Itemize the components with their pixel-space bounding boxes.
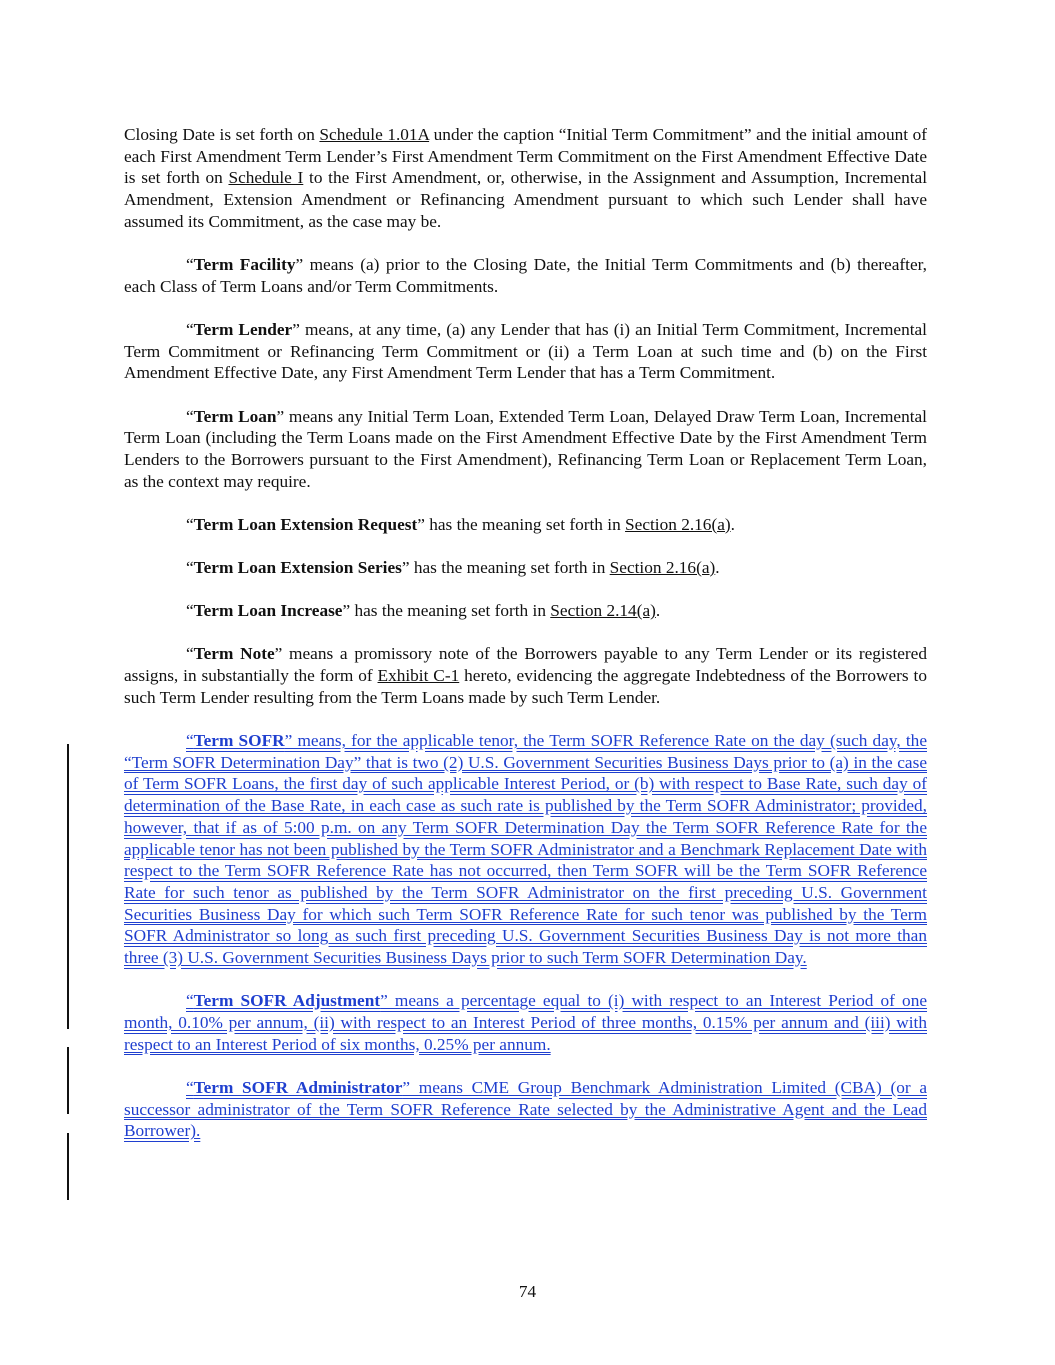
section-reference: Section 2.16(a) bbox=[609, 558, 716, 578]
definition-term-facility: “Term Facility” means (a) prior to the Closing Date, the Initial Term Commitments and (b) thereafter, each Class of Term Loans and/or Term Commitments. bbox=[124, 255, 927, 296]
definition-term-loan-increase: “Term Loan Increase” has the meaning set forth in Section 2.14(a). bbox=[186, 601, 661, 621]
definition-term-sofr-administrator-inserted: “Term SOFR Administrator” means CME Group Benchmark Administration Limited (CBA) (or a successor administrator of the Term SOFR Reference Rate selected by the Administrative Agent and the Lead Borrower). bbox=[124, 1077, 927, 1141]
definition-term-loan-extension-request: “Term Loan Extension Request” has the meaning set forth in Section 2.16(a). bbox=[186, 514, 735, 534]
definition-term-loan: “Term Loan” means any Initial Term Loan, Extended Term Loan, Delayed Draw Term Loan, Incremental Term Loan (including the Term Loans made on the First Amendment Effective Date by the First Amendment Term Lenders to the Borrowers pursuant to the First Amendment), Refinancing Term Loan or Replacement Term Loan, as the context may require. bbox=[124, 406, 927, 491]
defined-term: Term Loan bbox=[193, 406, 277, 426]
defined-term: Term Loan Increase bbox=[193, 601, 343, 621]
definition-term-sofr-adjustment-inserted: “Term SOFR Adjustment” means a percentage equal to (i) with respect to an Interest Period of one month, 0.10% per annum, (ii) with respect to an Interest Period of three months, 0.15% per annum and (iii) with respect to an Interest Period of six months, 0.25% per annum. bbox=[124, 991, 928, 1054]
document-body bbox=[124, 124, 927, 1164]
paragraph-intro: Closing Date is set forth on Schedule 1.01A under the caption “Initial Term Commitment” and the initial amount of each First Amendment Term Lender’s First Amendment Term Commitment on the First Amendment Effective Date is set forth on Schedule I to the First Amendment, or, otherwise, in the Assignment and Assumption, Incremental Amendment, Extension Amendment or Refinancing Amendment pursuant to which such Lender shall have assumed its Commitment, as the case may be. bbox=[124, 125, 928, 231]
exhibit-reference: Exhibit C-1 bbox=[377, 666, 460, 686]
change-bar bbox=[67, 1047, 69, 1114]
section-reference: Section 2.14(a) bbox=[550, 601, 656, 621]
change-bar bbox=[67, 744, 69, 1029]
defined-term: Term SOFR Adjustment bbox=[193, 991, 381, 1011]
definition-term-note: “Term Note” means a promissory note of the Borrowers payable to any Term Lender or its registered assigns, in substantially the form of Exhibit C-1 hereto, evidencing the aggregate Indebtedness of the Borrowers to such Term Lender resulting from the Term Loans made by such Term Lender. bbox=[124, 644, 927, 707]
page-number: 74 bbox=[518, 1282, 537, 1301]
definition-term-loan-extension-series: “Term Loan Extension Series” has the meaning set forth in Section 2.16(a). bbox=[186, 558, 720, 578]
defined-term: Term SOFR Administrator bbox=[193, 1077, 403, 1097]
defined-term: Term Loan Extension Series bbox=[193, 558, 402, 578]
schedule-reference: Schedule I bbox=[228, 168, 304, 188]
defined-term: Term Facility bbox=[193, 255, 296, 275]
definition-term-sofr-inserted: “Term SOFR” means, for the applicable tenor, the Term SOFR Reference Rate on the day (such day, the “Term SOFR Determination Day” that is two (2) U.S. Government Securities Business Days prior to (a) in the case of Term SOFR Loans, the first day of such applicable Interest Period, or (b) with respect to Base Rate, such day of determination of the Base Rate, in each case as such rate is published by the Term SOFR Administrator; provided, however, that if as of 5:00 p.m. on any Term SOFR Determination Day the Term SOFR Reference Rate for the applicable tenor has not been published by the Term SOFR Administrator and a Benchmark Replacement Date with respect to the Term SOFR Reference Rate has not occurred, then Term SOFR will be the Term SOFR Reference Rate for such tenor as published by the Term SOFR Administrator on the first preceding U.S. Government Securities Business Day for which such Term SOFR Reference Rate for such tenor was published by the Term SOFR Administrator so long as such first preceding U.S. Government Securities Business Day is not more than three (3) U.S. Government Securities Business Days prior to such Term SOFR Determination Day. bbox=[124, 731, 927, 968]
change-bar bbox=[67, 1133, 69, 1200]
definition-term-lender: “Term Lender” means, at any time, (a) any Lender that has (i) an Initial Term Commitment, Incremental Term Commitment or Refinancing Term Commitment or (ii) a Term Loan at such time and (b) on the First Amendment Effective Date, any First Amendment Term Lender that has a Term Commitment. bbox=[124, 319, 927, 383]
schedule-reference: Schedule 1.01A bbox=[319, 125, 430, 144]
defined-term: Term Loan Extension Request bbox=[193, 514, 418, 534]
defined-term: Term Note bbox=[193, 644, 275, 664]
defined-term: Term Lender bbox=[193, 319, 293, 339]
defined-term: Term SOFR bbox=[193, 731, 285, 751]
section-reference: Section 2.16(a) bbox=[625, 514, 731, 534]
